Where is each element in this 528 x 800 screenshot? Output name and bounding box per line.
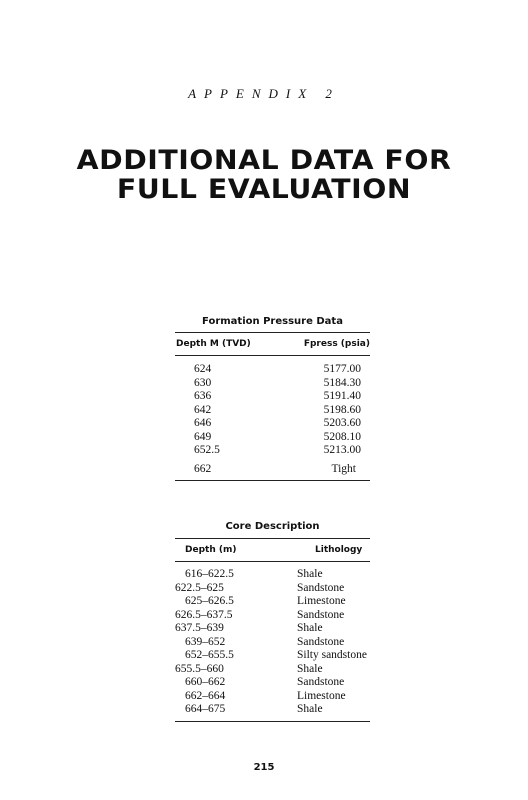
depth-cell: 662 [194, 462, 212, 475]
table-rule [175, 480, 370, 481]
table-row [175, 444, 370, 458]
lithology-cell: Limestone [297, 689, 346, 702]
depth-cell: 646 [194, 417, 212, 429]
lithology-cell: Sandstone [297, 581, 345, 594]
lithology-cell: Shale [297, 662, 323, 675]
depth-cell: 626.5–637.5 [175, 608, 233, 621]
fpress-cell: Tight [331, 462, 356, 475]
lithology-cell: Shale [297, 568, 323, 580]
table-row [175, 663, 370, 677]
fpress-cell: 5203.60 [323, 417, 361, 429]
lithology-cell: Sandstone [297, 676, 345, 688]
lithology-cell: Limestone [297, 595, 346, 607]
table-row [175, 636, 370, 650]
table-rule [175, 721, 370, 722]
table-row [175, 390, 370, 404]
pressure-table-title: Formation Pressure Data [202, 316, 343, 327]
lithology-cell: Shale [297, 703, 323, 715]
depth-cell: 652–655.5 [185, 649, 234, 661]
core-table [175, 521, 370, 722]
lithology-cell: Shale [297, 622, 323, 634]
fpress-cell: 5177.00 [323, 363, 361, 375]
table-row [175, 690, 370, 704]
depth-cell: 639–652 [185, 635, 226, 648]
fpress-cell: 5191.40 [323, 390, 361, 402]
depth-cell: 624 [194, 363, 212, 375]
lithology-cell: Silty sandstone [297, 649, 367, 661]
fpress-cell: 5184.30 [323, 376, 361, 389]
core-table-title: Core Description [225, 521, 320, 532]
pressure-table-body [175, 363, 370, 476]
table-row [175, 649, 370, 663]
title-line-1: ADDITIONAL DATA FOR [76, 145, 452, 176]
header-depth: Depth (m) [185, 545, 237, 555]
core-table-header [175, 539, 370, 561]
table-row [175, 377, 370, 391]
table-row [175, 431, 370, 445]
depth-cell: 637.5–639 [175, 622, 224, 634]
depth-cell: 642 [194, 403, 212, 416]
pressure-table-header [175, 333, 370, 355]
fpress-cell: 5213.00 [323, 444, 361, 456]
table-row [175, 363, 370, 377]
table-row [175, 703, 370, 717]
table-row [175, 404, 370, 418]
pressure-table [175, 316, 370, 481]
lithology-cell: Sandstone [297, 635, 345, 648]
header-fpress: Fpress (psia) [303, 339, 370, 349]
fpress-cell: 5208.10 [323, 430, 361, 443]
depth-cell: 616–622.5 [185, 568, 234, 580]
table-row [175, 582, 370, 596]
depth-cell: 630 [194, 376, 212, 389]
depth-cell: 649 [194, 430, 212, 443]
header-lithology: Lithology [315, 545, 363, 555]
depth-cell: 636 [194, 390, 212, 402]
depth-cell: 652.5 [194, 444, 220, 456]
table-row [175, 463, 370, 477]
fpress-cell: 5198.60 [323, 403, 361, 416]
lithology-cell: Sandstone [297, 608, 345, 621]
depth-cell: 625–626.5 [185, 595, 234, 607]
table-row [175, 609, 370, 623]
page-number: 215 [253, 762, 275, 773]
table-row [175, 676, 370, 690]
depth-cell: 622.5–625 [175, 581, 224, 594]
header-depth: Depth M (TVD) [176, 339, 251, 349]
table-row [175, 417, 370, 431]
table-row [175, 568, 370, 582]
depth-cell: 660–662 [185, 676, 226, 688]
table-row [175, 622, 370, 636]
appendix-label: APPENDIX 2 [188, 86, 340, 101]
core-table-body [175, 568, 370, 717]
table-row [175, 595, 370, 609]
title-line-2: FULL EVALUATION [116, 174, 412, 205]
depth-cell: 664–675 [185, 703, 226, 715]
depth-cell: 662–664 [185, 689, 226, 702]
depth-cell: 655.5–660 [175, 662, 224, 675]
page-title [0, 146, 528, 204]
